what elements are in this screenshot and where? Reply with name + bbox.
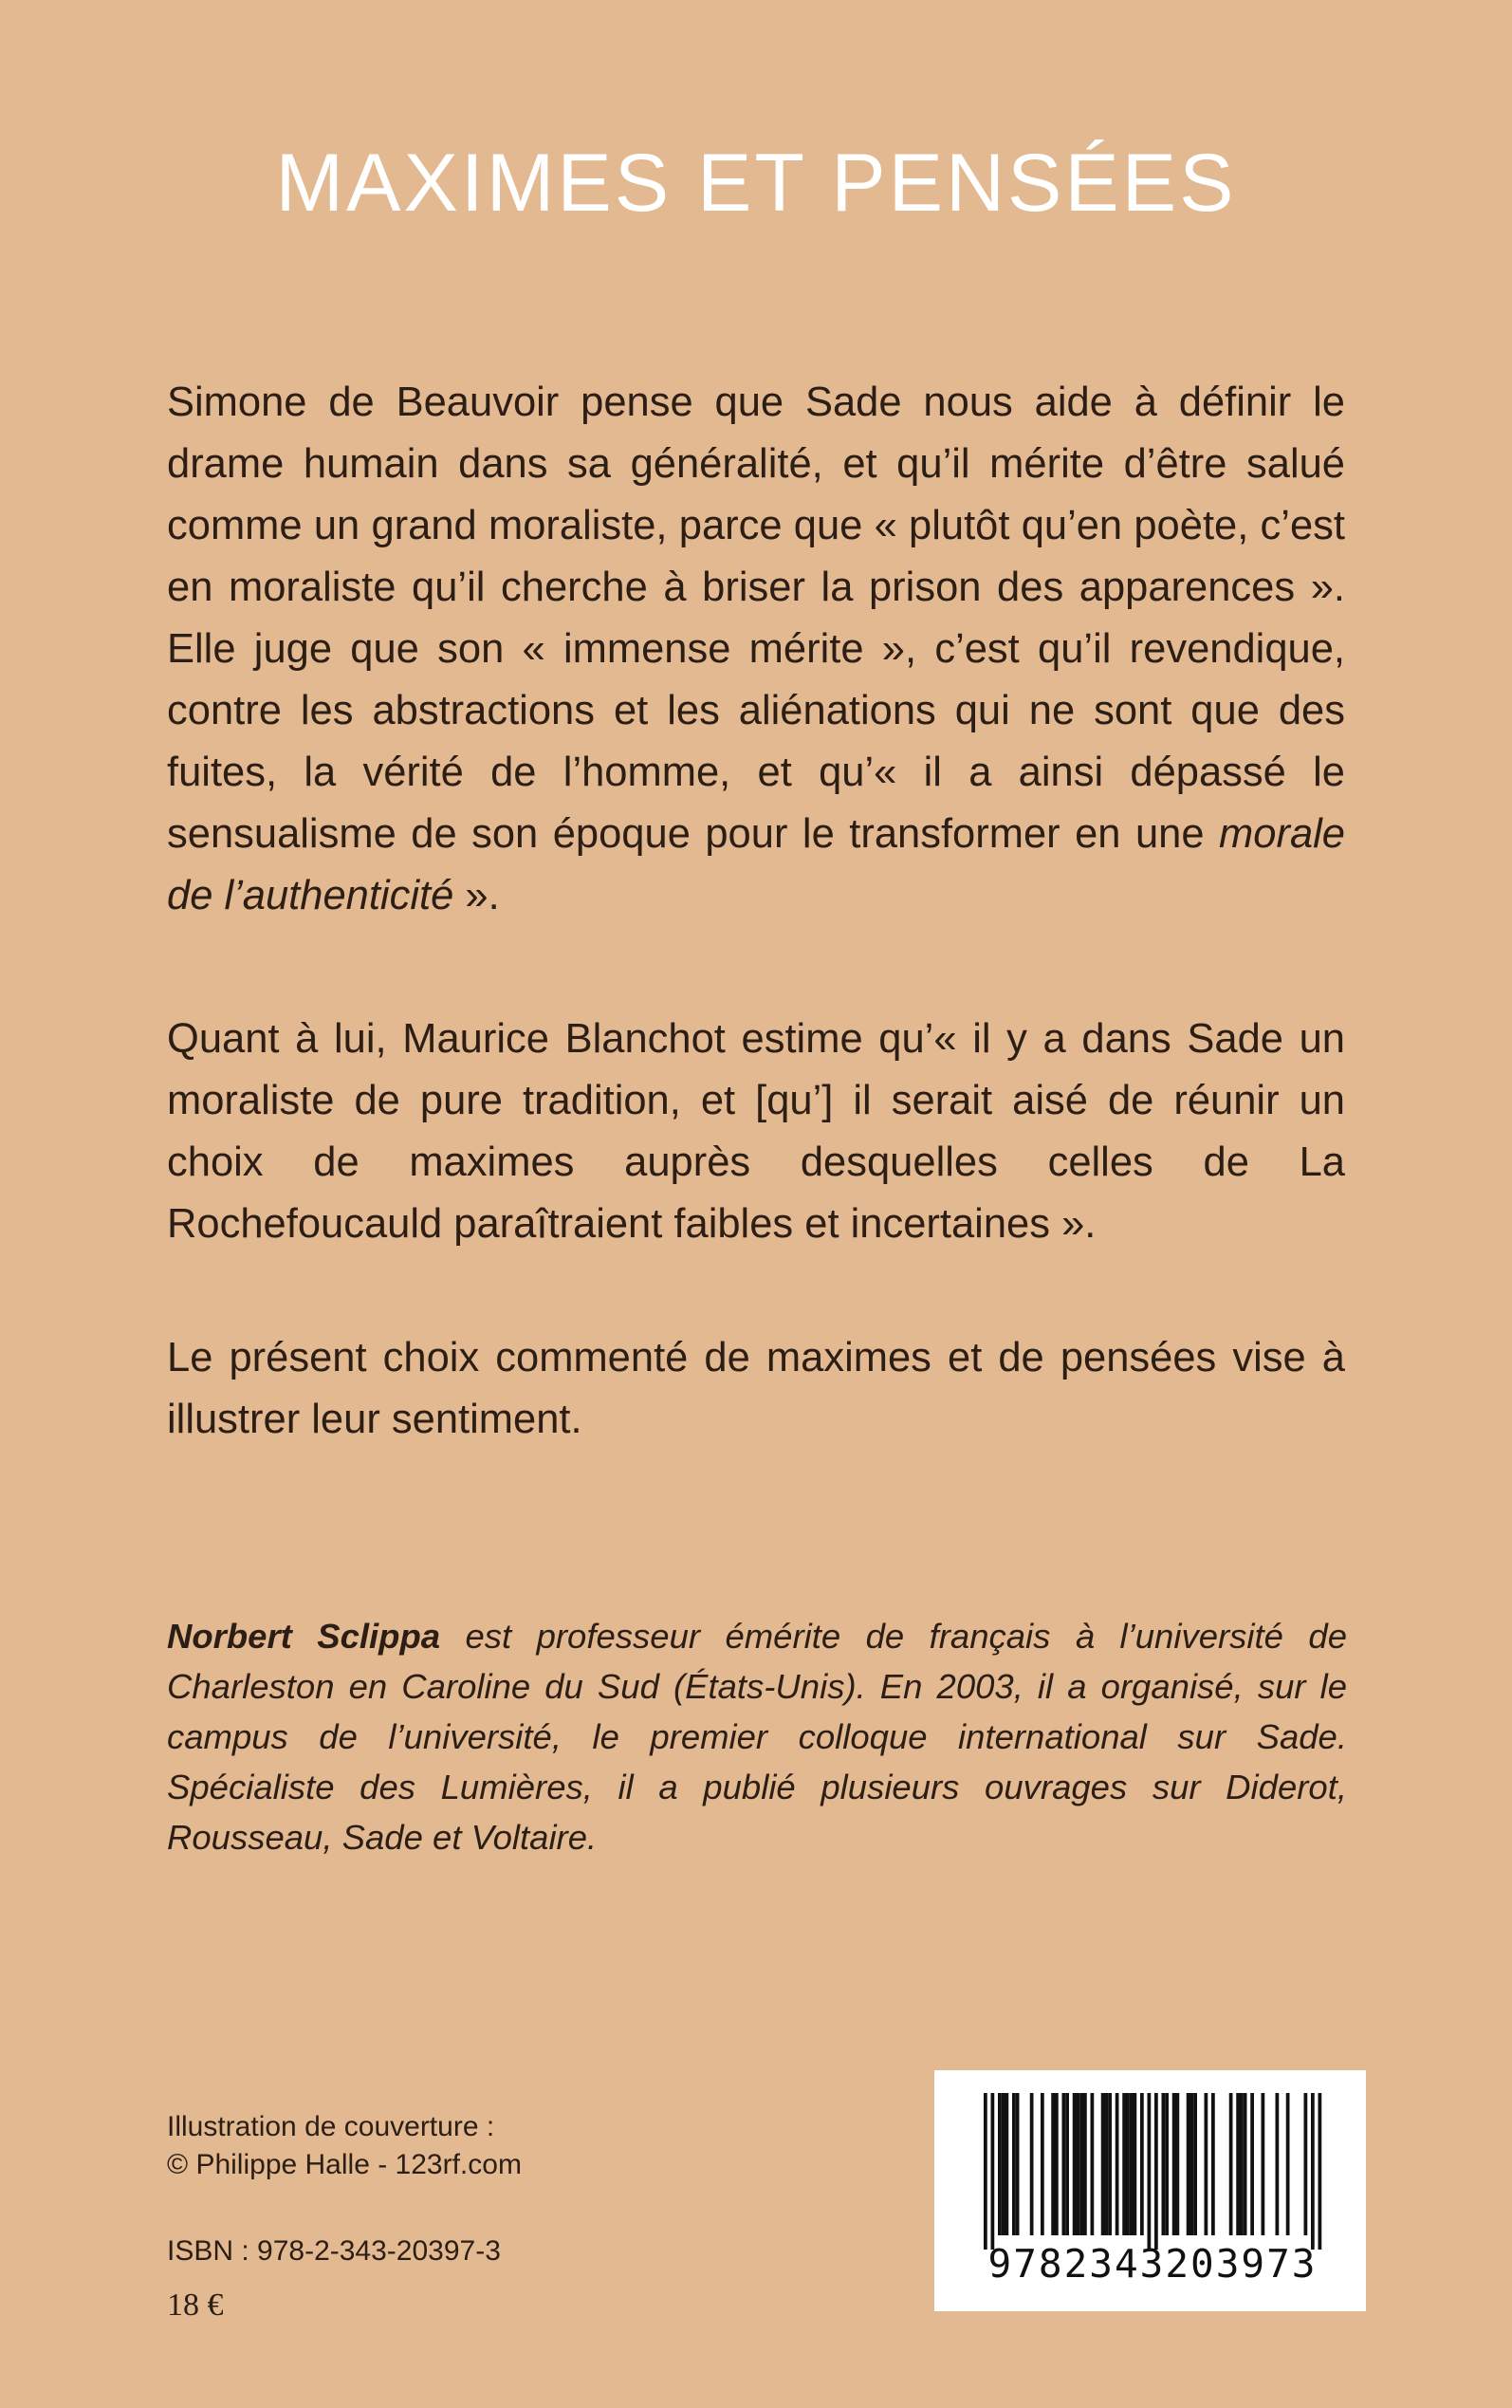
barcode-bar — [1205, 2093, 1208, 2235]
barcode-bar — [1101, 2093, 1105, 2235]
barcode-bar — [1229, 2093, 1233, 2235]
credits-label: Illustration de couverture : — [167, 2111, 495, 2142]
barcode-bar — [1162, 2093, 1166, 2235]
barcode-bar — [1304, 2093, 1308, 2235]
author-bio-text: est professeur émérite de français à l’université de Charleston en Caroline du Sud (États-Unis). En 2003, il a organisé, sur le campus de l’université, le premier colloque international sur Sade. Spécialiste des Lumières, il a publié plusieurs ouvrages sur Diderot, Rousseau, Sade et Voltaire. — [167, 1617, 1347, 1857]
barcode-bar — [1108, 2093, 1112, 2235]
credits-source: © Philippe Halle - 123rf.com — [167, 2149, 522, 2180]
author-name: Norbert Sclippa — [167, 1617, 441, 1656]
barcode-bar — [1055, 2093, 1059, 2235]
summary-paragraph-1-italic: morale de l’authenticité — [167, 811, 1345, 918]
barcode-bar — [1250, 2093, 1254, 2235]
barcode-bar — [1065, 2093, 1069, 2235]
barcode-bar — [1318, 2093, 1322, 2250]
barcode-bar — [1276, 2093, 1280, 2235]
barcode-bar — [1126, 2093, 1130, 2235]
barcode-bar — [1012, 2093, 1016, 2235]
barcode-bar — [1154, 2093, 1158, 2250]
barcode-bar — [1187, 2093, 1190, 2235]
barcode-bar — [1116, 2093, 1119, 2235]
barcode-bar — [1286, 2093, 1290, 2235]
barcode-bar — [1311, 2093, 1315, 2250]
summary-paragraph-1-text: Simone de Beauvoir pense que Sade nous aide à définir le drame humain dans sa généralité, et qu’il mérite d’être salué comme un grand moraliste, parce que « plutôt qu’en poète, c’est en moraliste qu’il cherche à briser la prison des apparences ». Elle juge que son « immense mérite », c’est qu’il revendique, contre les abstractions et les aliénations qui ne sont que des fuites, la vérité de l’homme, et qu’« il a ainsi dépassé le sensualisme de son époque pour le transformer en une — [167, 380, 1345, 857]
barcode-bar — [1105, 2093, 1109, 2235]
barcode-bar — [1244, 2093, 1247, 2235]
barcode-bar — [1077, 2093, 1080, 2235]
barcode-bar — [1148, 2093, 1152, 2250]
summary-paragraph-1-end: ». — [453, 873, 500, 918]
barcode — [934, 2070, 1366, 2311]
isbn: ISBN : 978-2-343-20397-3 — [167, 2235, 501, 2267]
barcode-bar — [1005, 2093, 1009, 2235]
barcode-bar — [1079, 2093, 1083, 2235]
barcode-bar — [1134, 2093, 1137, 2235]
barcode-bar — [1002, 2093, 1005, 2235]
barcode-bar — [1211, 2093, 1215, 2235]
barcode-bar — [1140, 2093, 1144, 2235]
barcode-bar — [1083, 2093, 1087, 2235]
barcode-bar — [991, 2093, 995, 2250]
barcode-bar — [1030, 2093, 1034, 2235]
barcode-bar — [998, 2093, 1002, 2235]
summary-paragraph-1 — [167, 372, 1345, 927]
barcode-bar — [1051, 2093, 1055, 2235]
barcode-bar — [984, 2093, 987, 2250]
barcode-bar — [1165, 2093, 1169, 2235]
barcode-bar — [1130, 2093, 1134, 2235]
barcode-bar — [1172, 2093, 1176, 2235]
barcode-bar — [1262, 2093, 1265, 2235]
summary-paragraph-3: Le présent choix commenté de maximes et de pensées vise à illustrer leur sentiment. — [167, 1335, 1345, 1442]
barcode-bar — [1193, 2093, 1197, 2235]
barcode-bar — [1240, 2093, 1244, 2235]
barcode-digits: 9782343203973 — [987, 2241, 1318, 2287]
barcode-bar — [1176, 2093, 1180, 2235]
illustration-credits — [167, 2108, 522, 2184]
book-title: MAXIMES ET PENSÉES — [275, 138, 1237, 229]
barcode-bar — [1236, 2093, 1240, 2235]
author-bio — [167, 1611, 1347, 1862]
barcode-bar — [1073, 2093, 1077, 2235]
barcode-bar — [1016, 2093, 1020, 2235]
barcode-bar — [1062, 2093, 1066, 2235]
barcode-bar — [1122, 2093, 1126, 2235]
summary-paragraph-2: Quant à lui, Maurice Blanchot estime qu’« il y a dans Sade un moraliste de pure tradition, et [qu’] il serait aisé de réunir un choix de maximes auprès desquelles celles de La Rochefoucauld paraîtraient faibles et incertaines ». — [167, 1016, 1345, 1247]
barcode-bar — [1041, 2093, 1044, 2235]
barcode-bar — [1190, 2093, 1194, 2235]
barcode-bar — [1091, 2093, 1095, 2235]
price: 18 € — [167, 2288, 224, 2323]
